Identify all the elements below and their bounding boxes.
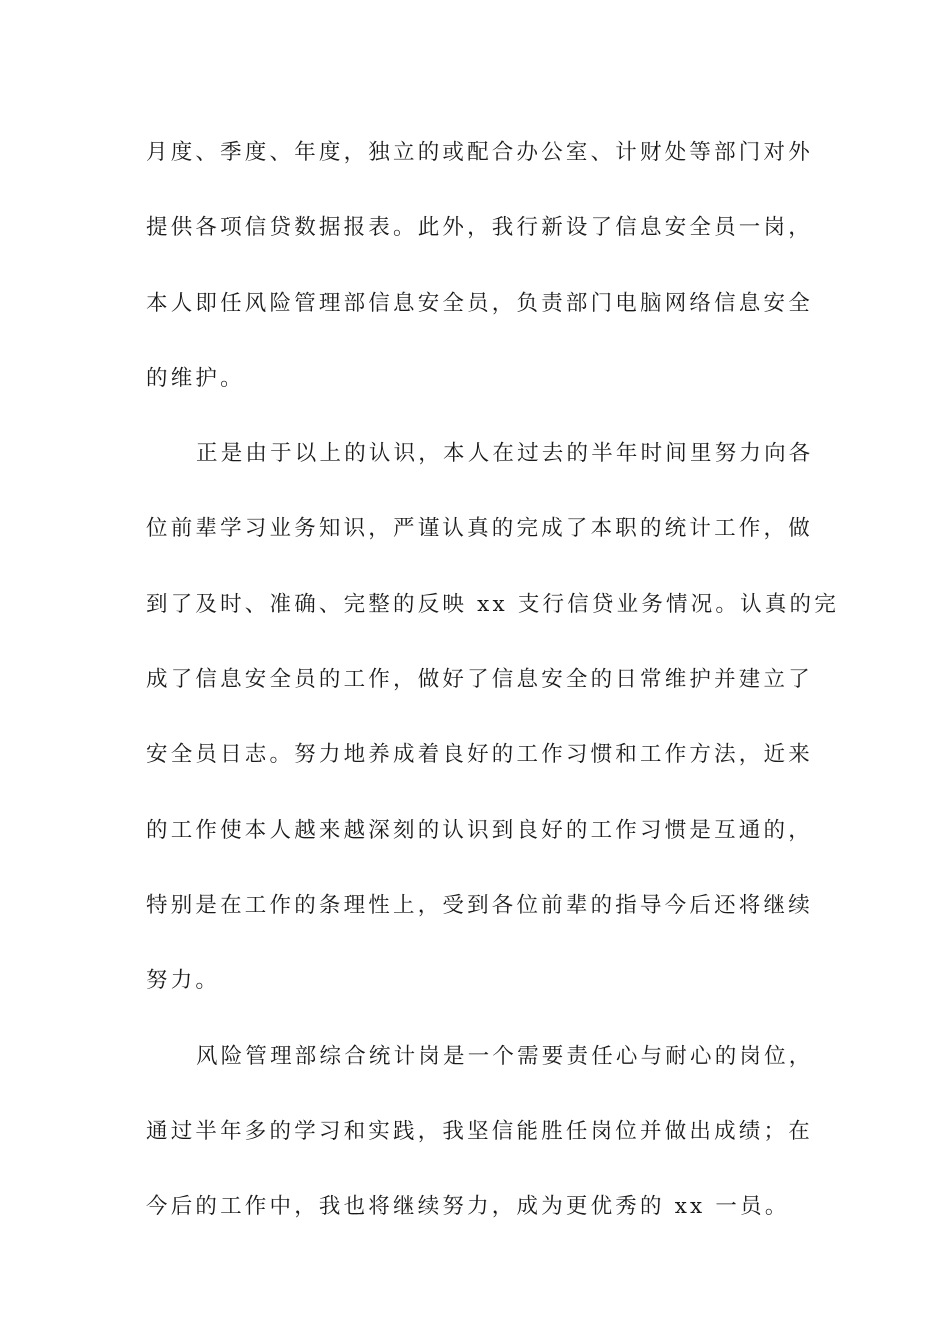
text-line: 的工作使本人越来越深刻的认识到良好的工作习惯是互通的， [146,817,813,843]
text-line: 月度、季度、年度，独立的或配合办公室、计财处等部门对外 [146,140,813,165]
text-line: 通过半年多的学习和实践，我坚信能胜任岗位并做出成绩；在 [146,1118,813,1144]
paragraph-start-line: 风险管理部综合统计岗是一个需要责任心与耐心的岗位， [196,1043,814,1069]
text-line: 今后的工作中，我也将继续努力，成为更优秀的 xx 一员。 [146,1194,790,1220]
text-line: 本人即任风险管理部信息安全员，负责部门电脑网络信息安全 [146,290,813,316]
text-line: 的维护。 [146,365,245,391]
text-line: 安全员日志。努力地养成着良好的工作习惯和工作方法，近来 [146,742,813,768]
text-line: 位前辈学习业务知识，严谨认真的完成了本职的统计工作，做 [146,516,813,542]
text-line: 提供各项信贷数据报表。此外，我行新设了信息安全员一岗， [146,215,813,241]
text-line: 特别是在工作的条理性上，受到各位前辈的指导今后还将继续 [146,892,813,918]
paragraph-start-line: 正是由于以上的认识，本人在过去的半年时间里努力向各 [196,441,814,467]
document-body [146,128,839,1257]
text-line: 到了及时、准确、完整的反映 xx 支行信贷业务情况。认真的完 [146,591,839,617]
text-line: 努力。 [146,968,221,994]
text-line: 成了信息安全员的工作，做好了信息安全的日常维护并建立了 [146,667,813,693]
